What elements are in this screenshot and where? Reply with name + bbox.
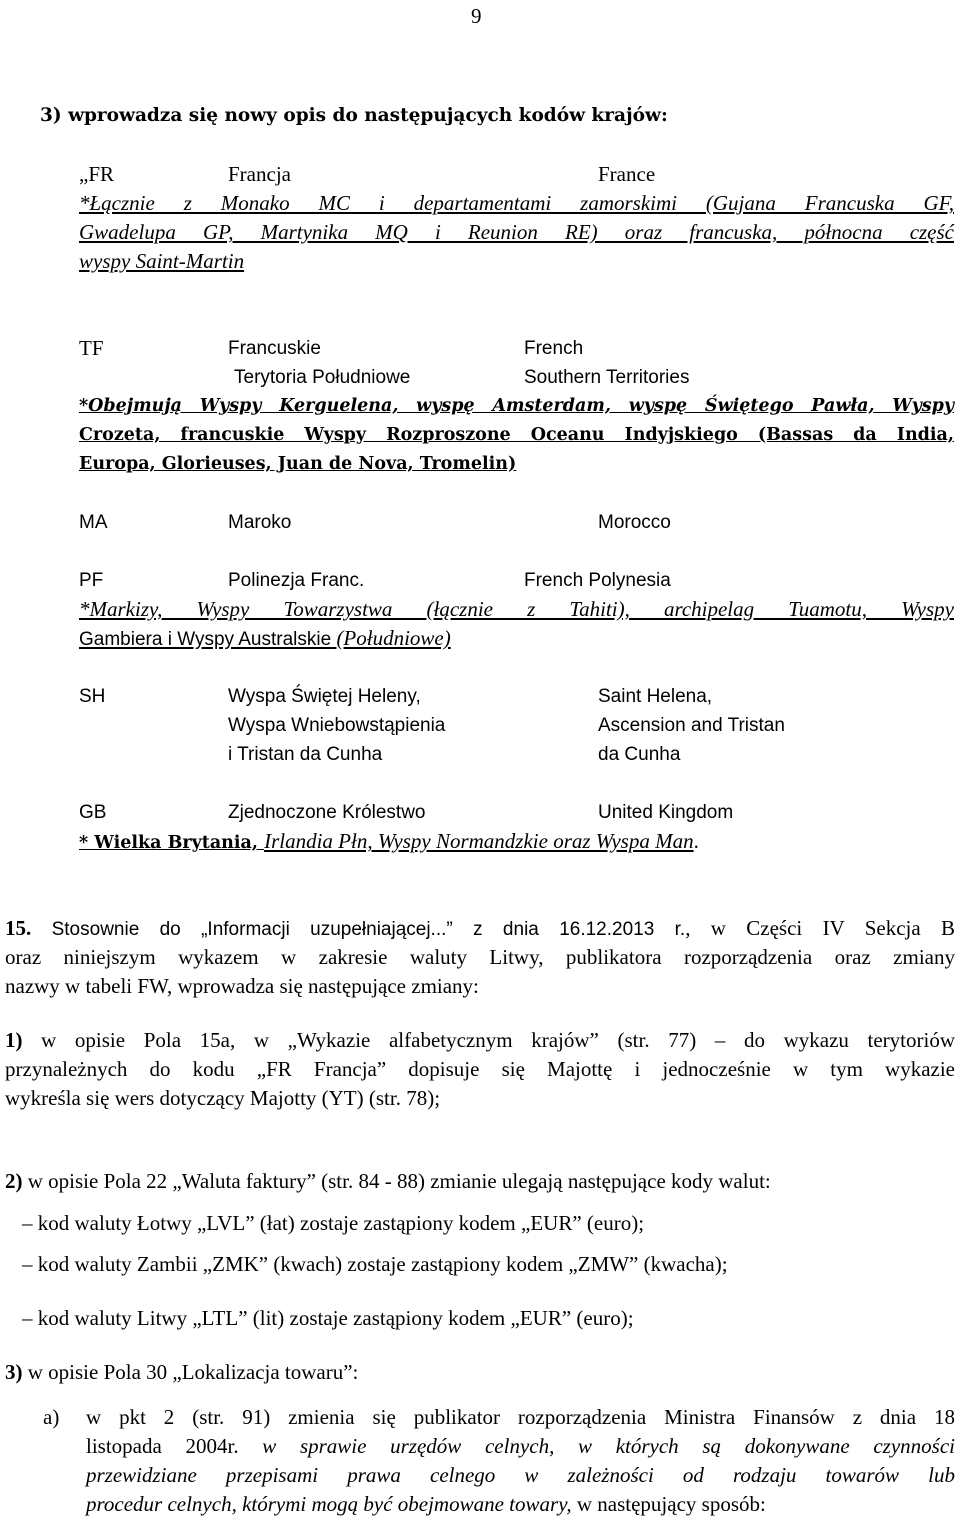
list-item: – kod waluty Litwy „LTL” (lit) zostaje zastąpiony kodem „EUR” (euro); <box>22 1306 634 1330</box>
country-code: SH <box>79 686 106 707</box>
country-note-part: Irlandia Płn, Wyspy Normandzkie oraz Wyspa Man <box>264 829 694 853</box>
item-number: 1) <box>5 1028 23 1052</box>
country-note-line <box>79 827 699 858</box>
paragraph-line: wykreśla się wers dotyczący Majotty (YT) (str. 78); <box>5 1086 441 1110</box>
paragraph-line <box>5 1358 358 1387</box>
country-note-line: *Markizy, Wyspy Towarzystwa (łącznie z Tahiti), archipelag Tuamotu, Wyspy <box>79 597 954 621</box>
country-code: PF <box>79 570 104 591</box>
country-name-en: da Cunha <box>598 744 681 765</box>
list-item: – kod waluty Łotwy „LVL” (łat) zostaje zastąpiony kodem „EUR” (euro); <box>22 1211 645 1235</box>
country-name-pl: i Tristan da Cunha <box>228 744 383 765</box>
paragraph-line <box>86 1490 766 1519</box>
sub-item-label: a) <box>43 1405 60 1429</box>
paragraph-line <box>86 1432 955 1461</box>
country-note-line: Gwadelupa GP, Martynika MQ i Reunion RE) oraz francuska, północna część <box>79 220 954 244</box>
paragraph-line: w pkt 2 (str. 91) zmienia się publikator rozporządzenia Ministra Finansów z dnia 18 <box>86 1405 955 1429</box>
list-item: – kod waluty Zambii „ZMK” (kwach) zostaje zastąpiony kodem „ZMW” (kwacha); <box>22 1252 728 1276</box>
country-code: GB <box>79 802 107 823</box>
country-name-en: Morocco <box>598 512 671 533</box>
paragraph-text: w opisie Pola 30 „Lokalizacja towaru”: <box>22 1360 359 1384</box>
country-name-pl: Francuskie <box>228 338 321 359</box>
country-name-en: France <box>598 162 656 186</box>
item-number: 3) <box>5 1360 23 1384</box>
paragraph-line <box>5 1026 955 1055</box>
country-code: TF <box>79 336 104 360</box>
country-note-line: *Łącznie z Monako MC i departamentami zamorskimi (Gujana Francuska GF, <box>79 191 954 215</box>
item-number: 2) <box>5 1169 23 1193</box>
country-name-pl: Wyspa Wniebowstąpienia <box>228 715 446 736</box>
paragraph-line: przynależnych do kodu „FR Francja” dopisuje się Majottę i jednocześnie w tym wykazie <box>5 1057 955 1081</box>
country-note-line: wyspy Saint-Martin <box>79 249 245 273</box>
paragraph-text: procedur celnych, którymi mogą być obejmowane towary, <box>86 1492 572 1516</box>
country-name-pl: Maroko <box>228 512 292 533</box>
item-number: 15. <box>5 916 32 940</box>
country-name-en: United Kingdom <box>598 802 734 823</box>
country-name-en: Ascension and Tristan <box>598 715 785 736</box>
country-name-pl: Francja <box>228 162 291 186</box>
paragraph-text: , w Części IV Sekcja B <box>685 916 955 940</box>
country-name-pl: Zjednoczone Królestwo <box>228 802 426 823</box>
paragraph-line: oraz niniejszym wykazem w zakresie waluty Litwy, publikatora rozporządzenia oraz zmiany <box>5 945 955 969</box>
country-code: „FR <box>79 162 115 186</box>
country-name-pl: Wyspa Świętej Heleny, <box>228 686 421 707</box>
paragraph-line <box>5 914 955 944</box>
country-note-part: . <box>693 829 699 853</box>
paragraph-text: Stosownie do „Informacji uzupełniającej...” z dnia 16.12.2013 r. <box>31 919 686 940</box>
country-name-en: Southern Territories <box>524 367 690 388</box>
paragraph-line <box>5 1167 771 1196</box>
country-name-pl: Terytoria Południowe <box>234 367 411 388</box>
paragraph-text: w następujący sposób: <box>571 1492 766 1516</box>
country-note-part: (Południowe) <box>331 626 451 650</box>
country-note-line: Europa, Glorieuses, Juan de Nova, Tromelin) <box>79 454 517 474</box>
country-note-line: *Obejmują Wyspy Kerguelena, wyspę Amsterdam, wyspę Świętego Pawła, Wyspy <box>79 396 954 416</box>
paragraph-text: w opisie Pola 15a, w „Wykazie alfabetycznym krajów” (str. 77) – do wykazu terytoriów <box>22 1028 955 1052</box>
page-number: 9 <box>471 4 482 28</box>
country-name-en: French Polynesia <box>524 570 671 591</box>
country-note-line <box>79 624 451 654</box>
country-code: MA <box>79 512 108 533</box>
country-note-part: * Wielka Brytania, <box>79 833 265 853</box>
country-name-pl: Polinezja Franc. <box>228 570 365 591</box>
section-heading: 3) wprowadza się nowy opis do następujących kodów krajów: <box>40 105 668 126</box>
paragraph-text: listopada 2004r. <box>86 1434 263 1458</box>
country-name-en: French <box>524 338 584 359</box>
paragraph-line: nazwy w tabeli FW, wprowadza się następujące zmiany: <box>5 974 479 998</box>
paragraph-line: przewidziane przepisami prawa celnego w zależności od rodzaju towarów lub <box>86 1463 955 1487</box>
country-note-part: Gambiera i Wyspy Australskie <box>79 629 332 650</box>
country-note-line: Crozeta, francuskie Wyspy Rozproszone Oceanu Indyjskiego (Bassas da India, <box>79 425 954 445</box>
paragraph-text: w opisie Pola 22 „Waluta faktury” (str. 84 - 88) zmianie ulegają następujące kody walut: <box>22 1169 771 1193</box>
paragraph-text: w sprawie urzędów celnych, w których są dokonywane czynności <box>262 1434 955 1458</box>
country-name-en: Saint Helena, <box>598 686 713 707</box>
